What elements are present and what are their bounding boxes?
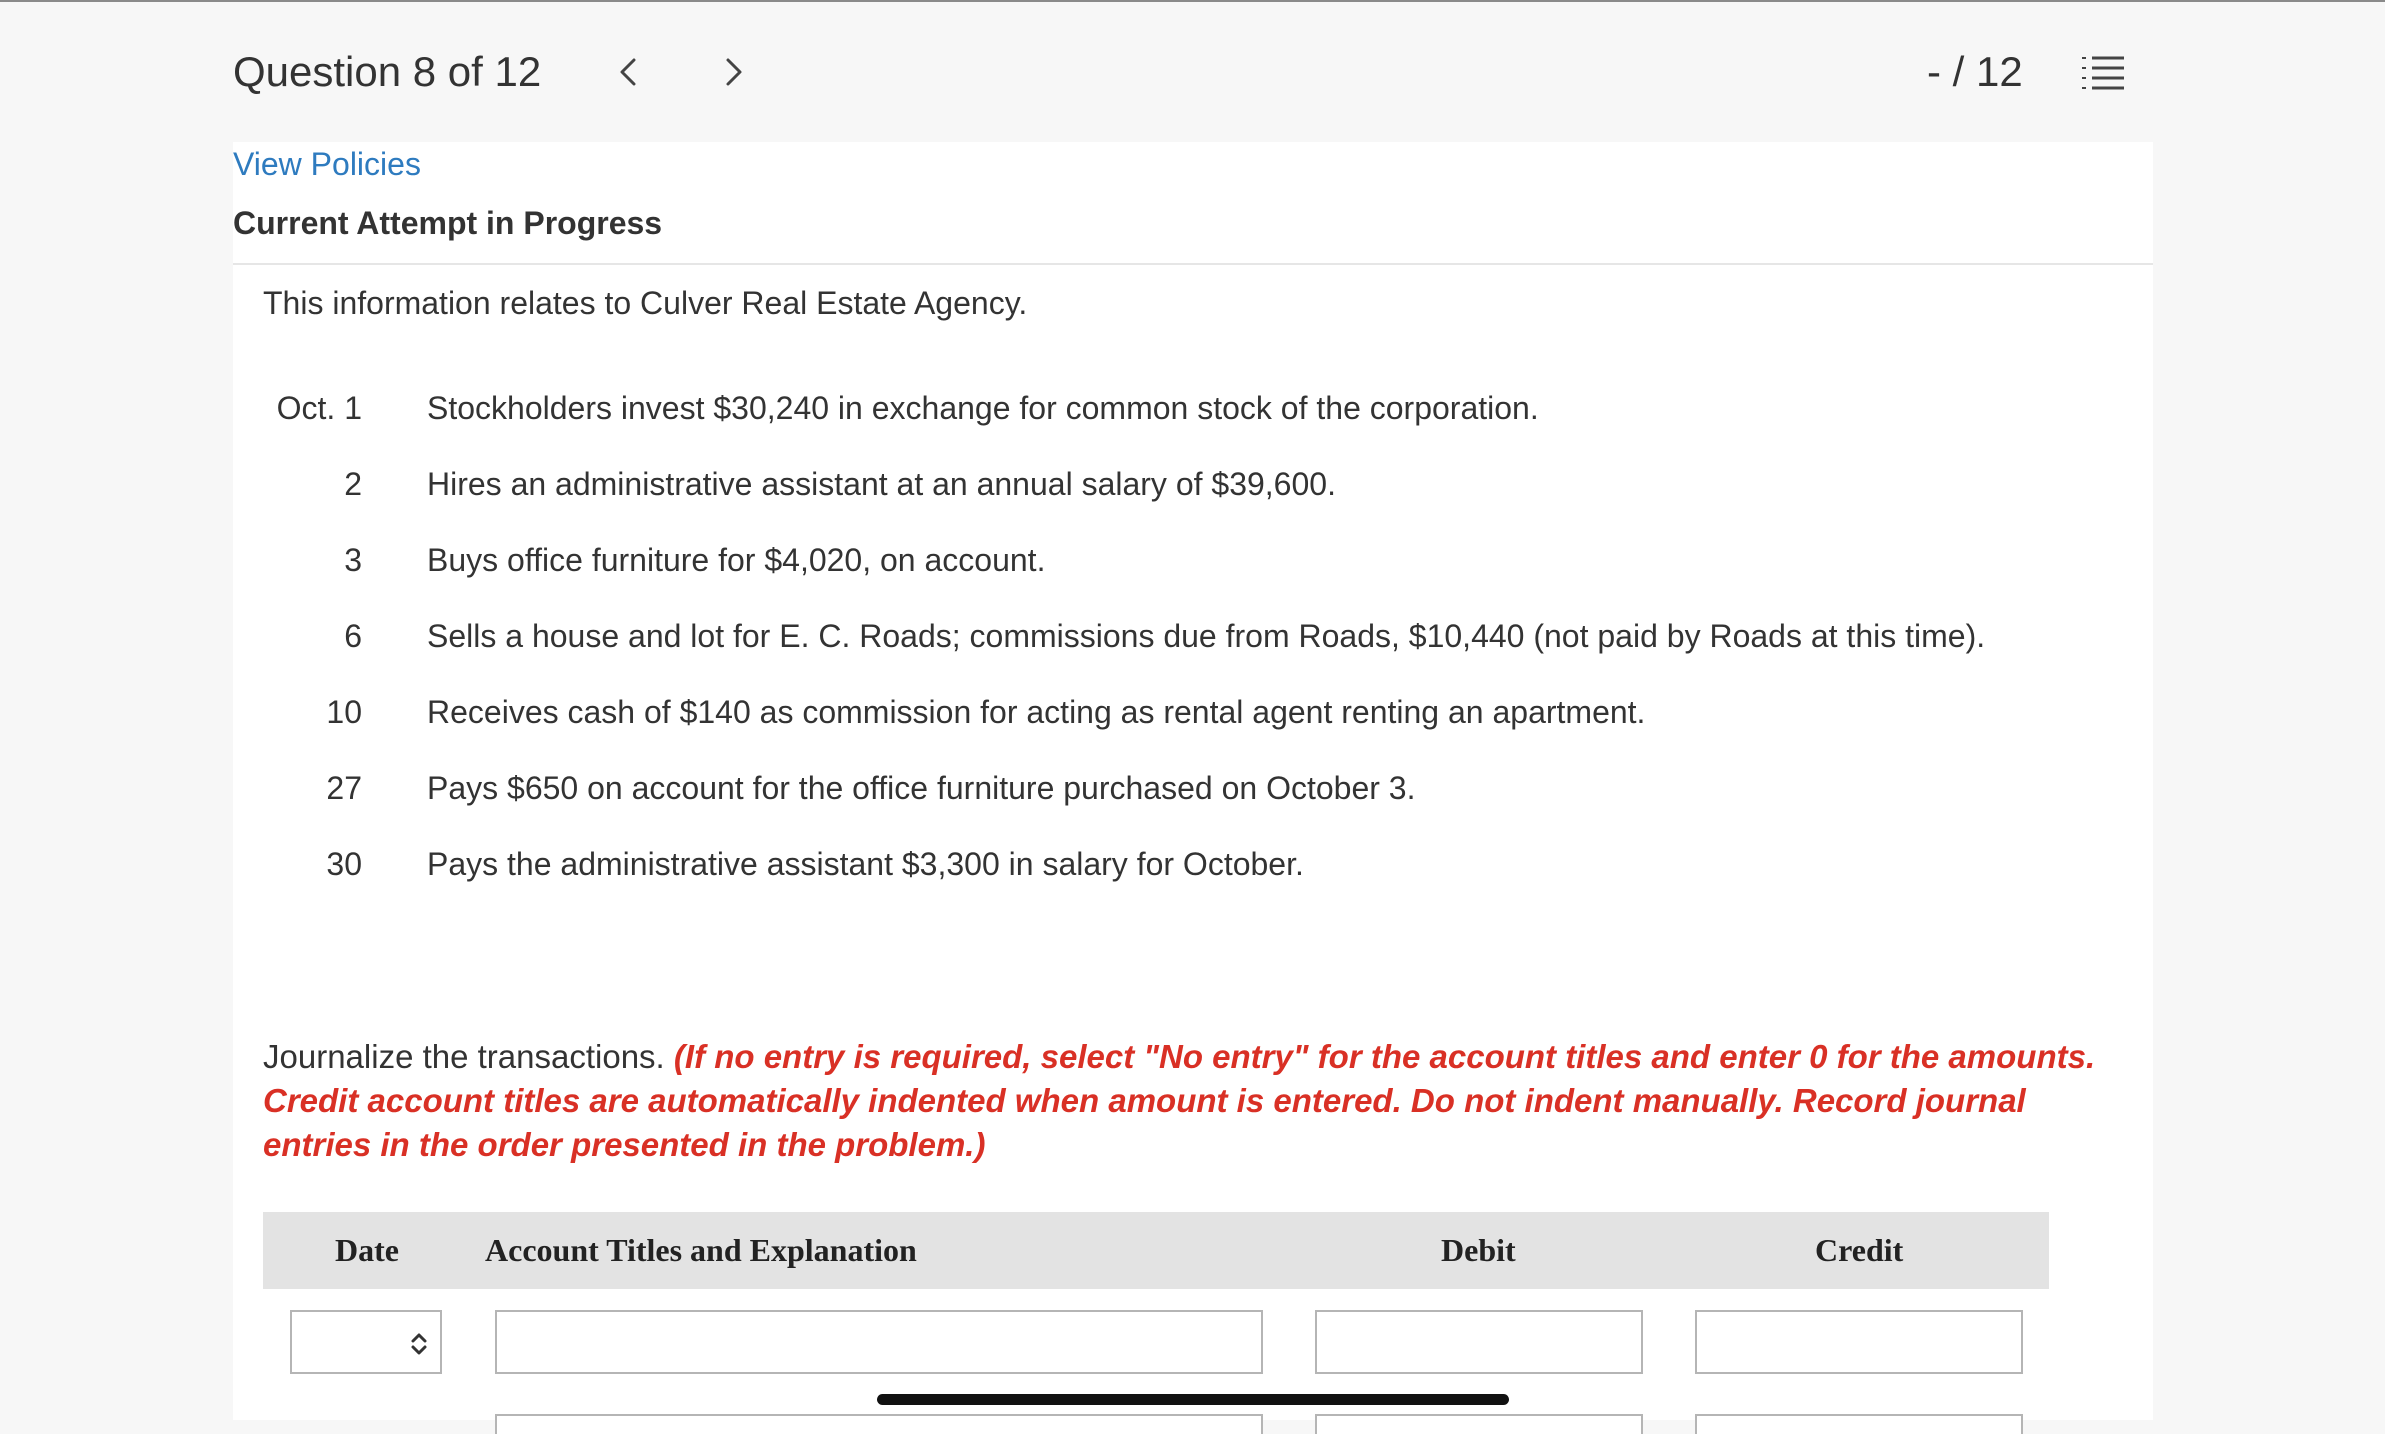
up-down-chevron-icon: [408, 1330, 430, 1358]
instruction-note: (If no entry is required, select "No entry" for the account titles and enter 0 for the amounts. Credit account titles are automatically indented when amount is entered. Do not indent manually. Record journal entries in the order presented in the problem.): [263, 1038, 2096, 1163]
transaction-description: Stockholders invest $30,240 in exchange for common stock of the corporation.: [427, 390, 1539, 426]
view-policies-link[interactable]: View Policies: [233, 146, 421, 182]
credit-input[interactable]: [1695, 1414, 2023, 1434]
question-list-button[interactable]: [2080, 52, 2126, 94]
transaction-description: Pays the administrative assistant $3,300 in salary for October.: [427, 846, 1304, 882]
transaction-date: 6: [344, 618, 362, 654]
instruction-lead: Journalize the transactions.: [263, 1038, 665, 1075]
home-indicator-bar: [877, 1394, 1509, 1405]
transaction-date: Oct. 1: [276, 390, 362, 426]
score-display: - / 12: [1927, 48, 2023, 95]
attempt-status: Current Attempt in Progress: [233, 205, 663, 241]
next-question-button[interactable]: [714, 50, 754, 94]
account-title-input[interactable]: [495, 1310, 1263, 1374]
credit-input[interactable]: [1695, 1310, 2023, 1374]
transaction-description: Sells a house and lot for E. C. Roads; commissions due from Roads, $10,440 (not paid by Roads at this time).: [427, 618, 1986, 654]
transaction-description: Pays $650 on account for the office furniture purchased on October 3.: [427, 770, 1416, 806]
transaction-description: Hires an administrative assistant at an annual salary of $39,600.: [427, 466, 1336, 502]
numbered-list-icon: [2080, 52, 2126, 94]
transaction-description: Receives cash of $140 as commission for acting as rental agent renting an apartment.: [427, 694, 1646, 730]
debit-input[interactable]: [1315, 1310, 1643, 1374]
date-select[interactable]: [290, 1310, 442, 1374]
transaction-date: 30: [326, 846, 362, 882]
account-title-input[interactable]: [495, 1414, 1263, 1434]
transaction-date: 10: [326, 694, 362, 730]
journal-table-header: [263, 1212, 2049, 1289]
section-divider: [233, 263, 2153, 265]
column-header-account: Account Titles and Explanation: [485, 1232, 917, 1268]
instructions: [263, 1035, 2123, 1167]
column-header-date: Date: [335, 1232, 399, 1268]
debit-input[interactable]: [1315, 1414, 1643, 1434]
transaction-date: 3: [344, 542, 362, 578]
column-header-credit: Credit: [1815, 1232, 1904, 1268]
column-header-debit: Debit: [1441, 1232, 1516, 1268]
transaction-date: 27: [326, 770, 362, 806]
problem-intro: This information relates to Culver Real Estate Agency.: [263, 285, 1028, 321]
question-counter: Question 8 of 12: [233, 48, 542, 95]
transaction-date: 2: [344, 466, 362, 502]
chevron-right-icon: [714, 50, 754, 94]
previous-question-button[interactable]: [608, 50, 648, 94]
chevron-left-icon: [608, 50, 648, 94]
transaction-description: Buys office furniture for $4,020, on account.: [427, 542, 1046, 578]
